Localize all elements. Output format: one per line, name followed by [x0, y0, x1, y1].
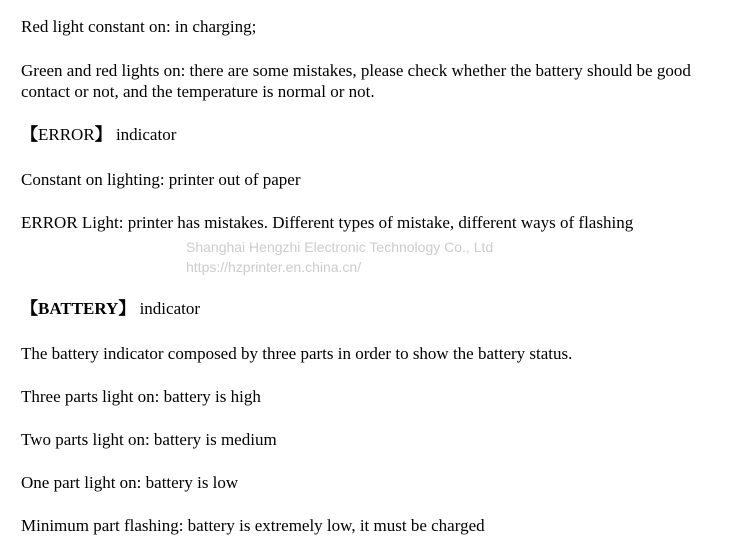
watermark-company: Shanghai Hengzhi Electronic Technology Co., Ltd	[186, 239, 494, 255]
error-light-text: ERROR Light: printer has mistakes. Different types of mistake, different ways of flashing	[21, 213, 634, 232]
battery-minimum-text: Minimum part flashing: battery is extremely low, it must be charged	[21, 516, 485, 535]
battery-three-parts-text: Three parts light on: battery is high	[21, 387, 261, 406]
green-red-lights-text: Green and red lights on: there are some mistakes, please check whether the battery should be good contact or not, and the temperature is normal or not.	[21, 61, 691, 101]
red-light-constant-text: Red light constant on: in charging;	[21, 17, 257, 36]
battery-two-parts-text: Two parts light on: battery is medium	[21, 430, 277, 449]
heading-bracket-close: 】	[94, 125, 112, 144]
battery-indicator-heading	[21, 298, 200, 319]
battery-heading-suffix: indicator	[139, 299, 200, 318]
heading-bracket-close: 】	[118, 299, 136, 318]
error-indicator-heading	[21, 124, 176, 145]
watermark-url: https://hzprinter.en.china.cn/	[186, 259, 362, 275]
heading-bracket-open: 【	[21, 299, 38, 318]
error-heading-name: ERROR	[38, 125, 95, 144]
heading-bracket-open: 【	[21, 125, 38, 144]
error-heading-suffix: indicator	[115, 125, 177, 144]
battery-heading-name: BATTERY	[38, 299, 119, 318]
battery-intro-text: The battery indicator composed by three parts in order to show the battery status.	[21, 344, 573, 363]
error-constant-text: Constant on lighting: printer out of paper	[21, 170, 301, 189]
battery-one-part-text: One part light on: battery is low	[21, 473, 239, 492]
